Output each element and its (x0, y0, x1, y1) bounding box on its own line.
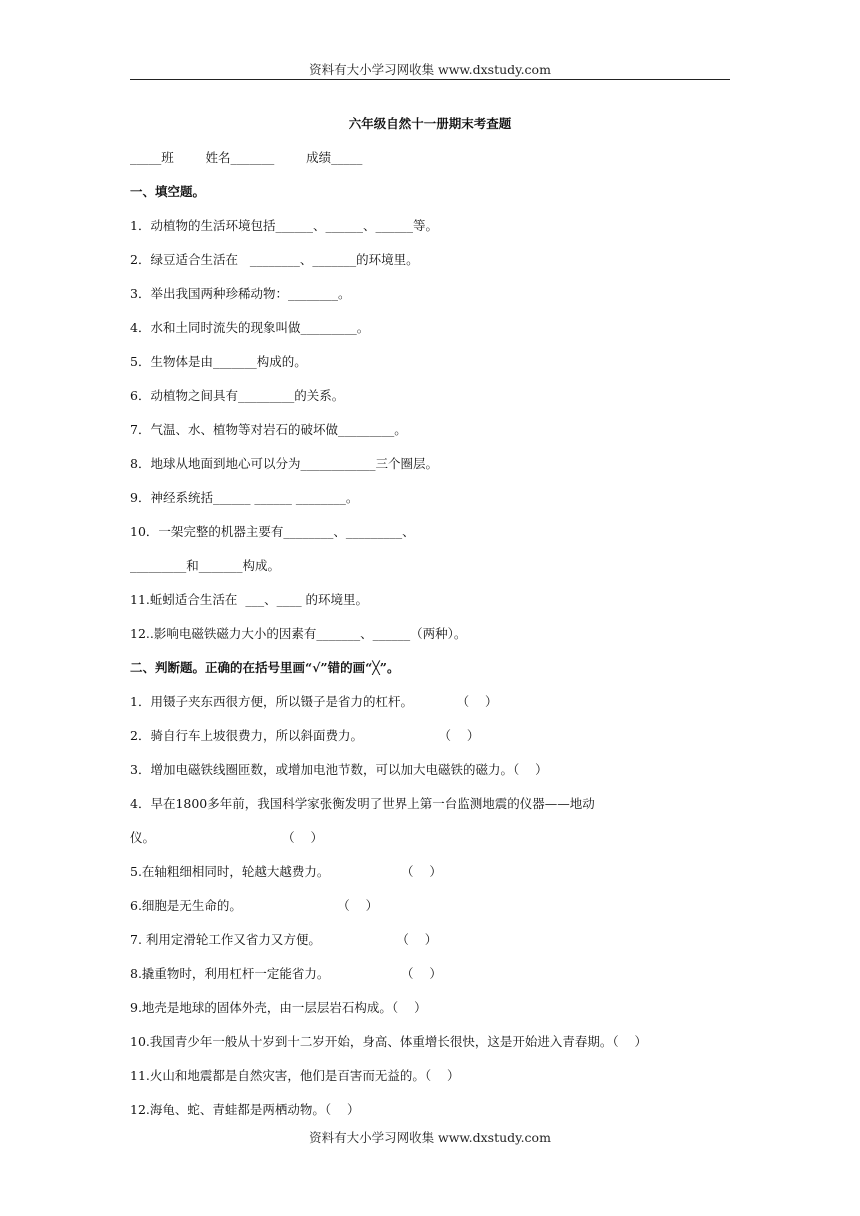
judgment-item: 7. 利用定滑轮工作又省力又方便。 （ ） (130, 932, 438, 947)
question-item: 11.蚯蚓适合生活在 ___、____ 的环境里。 (130, 592, 369, 607)
judgment-item: 4．早在1800多年前，我国科学家张衡发明了世界上第一台监测地震的仪器——地动 (130, 796, 595, 811)
judgment-item-continued: 仪。 （ ） (130, 830, 324, 845)
section1-heading: 一、填空题。 (130, 184, 206, 199)
question-item: 4．水和土同时流失的现象叫做_________。 (130, 320, 370, 335)
student-info-line: _____班 姓名_______ 成绩_____ (130, 150, 363, 165)
page-header: 资料有大小学习网收集 www.dxstudy.com (309, 62, 551, 77)
judgment-item: 1．用镊子夹东西很方便，所以镊子是省力的杠杆。 （ ） (130, 694, 498, 709)
judgment-item: 9.地壳是地球的固体外壳，由一层层岩石构成。（ ） (130, 1000, 427, 1015)
judgment-item: 6.细胞是无生命的。 （ ） (130, 898, 379, 913)
question-item: 10．一架完整的机器主要有________、_________、 (130, 524, 415, 539)
page-footer: 资料有大小学习网收集 www.dxstudy.com (309, 1130, 551, 1145)
judgment-item: 2．骑自行车上坡很费力，所以斜面费力。 （ ） (130, 728, 480, 743)
page-title: 六年级自然十一册期末考查题 (348, 116, 512, 131)
question-item: 3．举出我国两种珍稀动物：________。 (130, 286, 351, 301)
question-item: 2．绿豆适合生活在 ________、_______的环境里。 (130, 252, 419, 267)
question-item: 5．生物体是由_______构成的。 (130, 354, 307, 369)
question-item: 6．动植物之间具有_________的关系。 (130, 388, 345, 403)
judgment-item: 8.撬重物时，利用杠杆一定能省力。 （ ） (130, 966, 442, 981)
header-rule (130, 79, 730, 80)
judgment-item: 10.我国青少年一般从十岁到十二岁开始，身高、体重增长很快，这是开始进入青春期。（ ） (130, 1034, 648, 1049)
question-item: 1．动植物的生活环境包括______、______、______等。 (130, 218, 438, 233)
section2-heading: 二、判断题。正确的在括号里画“√”错的画“╳”。 (130, 660, 400, 675)
question-item-continued: _________和_______构成。 (130, 558, 281, 573)
judgment-item: 12.海龟、蛇、青蛙都是两栖动物。（ ） (130, 1102, 360, 1117)
question-item: 9．神经系统括______ ______ ________。 (130, 490, 359, 505)
judgment-item: 3．增加电磁铁线圈匝数，或增加电池节数，可以加大电磁铁的磁力。（ ） (130, 762, 548, 777)
question-item: 12..影响电磁铁磁力大小的因素有_______、______（两种）。 (130, 626, 467, 641)
question-item: 8．地球从地面到地心可以分为____________三个圈层。 (130, 456, 438, 471)
judgment-item: 5.在轴粗细相同时，轮越大越费力。 （ ） (130, 864, 442, 879)
judgment-item: 11.火山和地震都是自然灾害，他们是百害而无益的。（ ） (130, 1068, 460, 1083)
question-item: 7．气温、水、植物等对岩石的破坏做_________。 (130, 422, 407, 437)
